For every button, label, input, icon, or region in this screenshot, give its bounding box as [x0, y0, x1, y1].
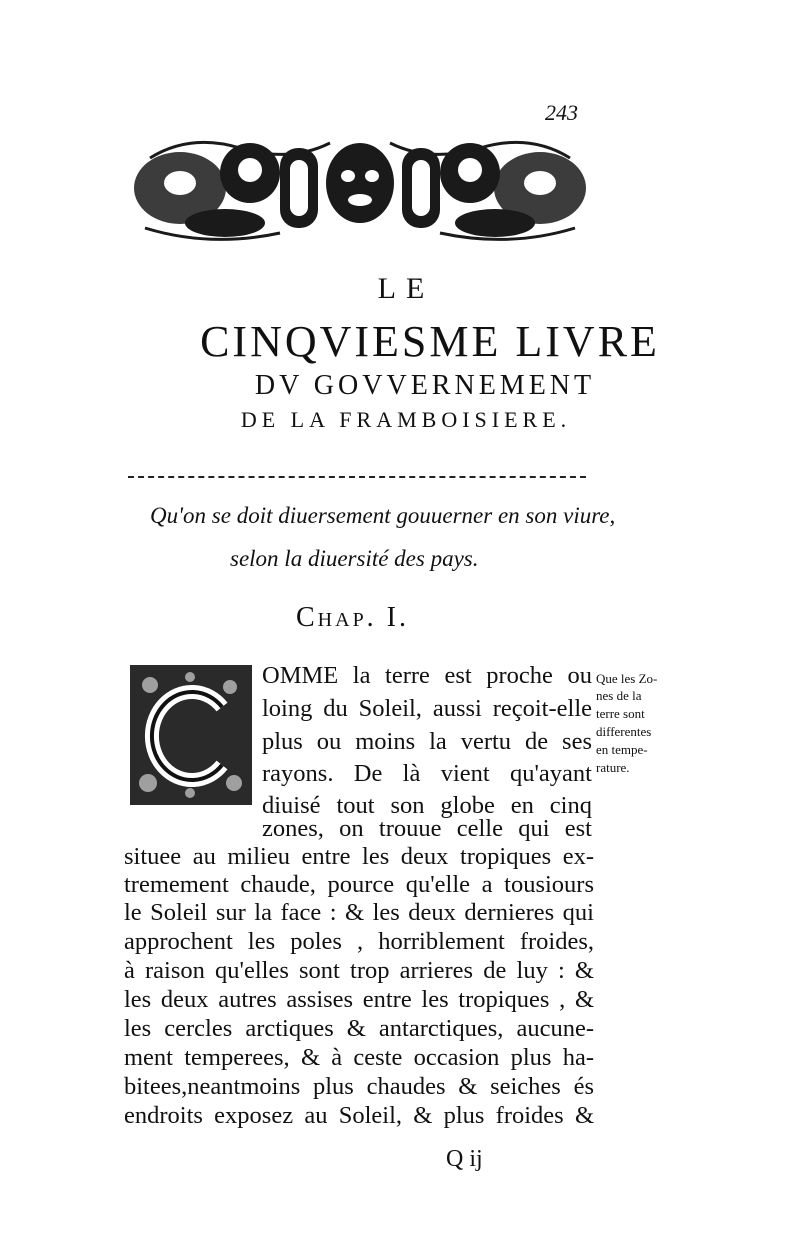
margin-note-line: rature. [596, 760, 630, 775]
margin-note-line: en tempe- [596, 742, 648, 757]
section-divider [128, 476, 586, 481]
chapter-subtitle-line-2: selon la diuersité des pays. [230, 546, 479, 571]
body-line: les cercles arctiques & antarctiques, aucune- [124, 1015, 594, 1042]
book-title-of: DV GOVVERNEMENT [254, 370, 596, 401]
decorated-initial-c-icon [130, 665, 252, 805]
body-line: plus ou moins la vertu de ses [262, 728, 592, 755]
body-line: endroits exposez au Soleil, & plus froides & [124, 1102, 594, 1129]
book-title-main: CINQVIESME LIVRE [200, 317, 660, 366]
page-number: 243 [545, 100, 578, 125]
body-line: zones, on trouue celle qui est [262, 815, 592, 842]
body-line: OMME la terre est proche ou [262, 662, 592, 689]
margin-note-line: nes de la [596, 688, 642, 703]
body-line: le Soleil sur la face : & les deux dernieres qui [124, 899, 594, 926]
body-line: ment temperees, & à ceste occasion plus ha- [124, 1044, 594, 1071]
body-line: bitees,neantmoins plus chaudes & seiches és [124, 1073, 594, 1100]
body-line: situee au milieu entre les deux tropiques ex- [124, 843, 594, 870]
drop-cap-letter: C [190, 763, 192, 764]
signature-mark: Q ij [446, 1146, 483, 1172]
floral-headpiece-ornament [130, 128, 590, 248]
chapter-subtitle-line-1: Qu'on se doit diuersement gouuerner en son viure, [150, 503, 616, 528]
body-line: approchent les poles , horriblement froides, [124, 928, 594, 955]
body-line: à raison qu'elles sont trop arrieres de luy : & [124, 957, 594, 984]
margin-note-line: differentes [596, 724, 652, 739]
chapter-heading: Chap. I. [296, 602, 410, 633]
margin-note-line: terre sont [596, 706, 645, 721]
body-line: tremement chaude, pource qu'elle a tousiours [124, 871, 594, 898]
body-line: les deux autres assises entre les tropiques , & [124, 986, 594, 1013]
book-title-le: LE [377, 272, 435, 305]
body-line: diuisé tout son globe en cinq [262, 792, 592, 819]
margin-note-line: Que les Zo- [596, 671, 658, 686]
book-title-author: DE LA FRAMBOISIERE. [240, 407, 572, 432]
body-line: rayons. De là vient qu'ayant [262, 760, 592, 787]
body-line: loing du Soleil, aussi reçoit-elle [262, 695, 592, 722]
